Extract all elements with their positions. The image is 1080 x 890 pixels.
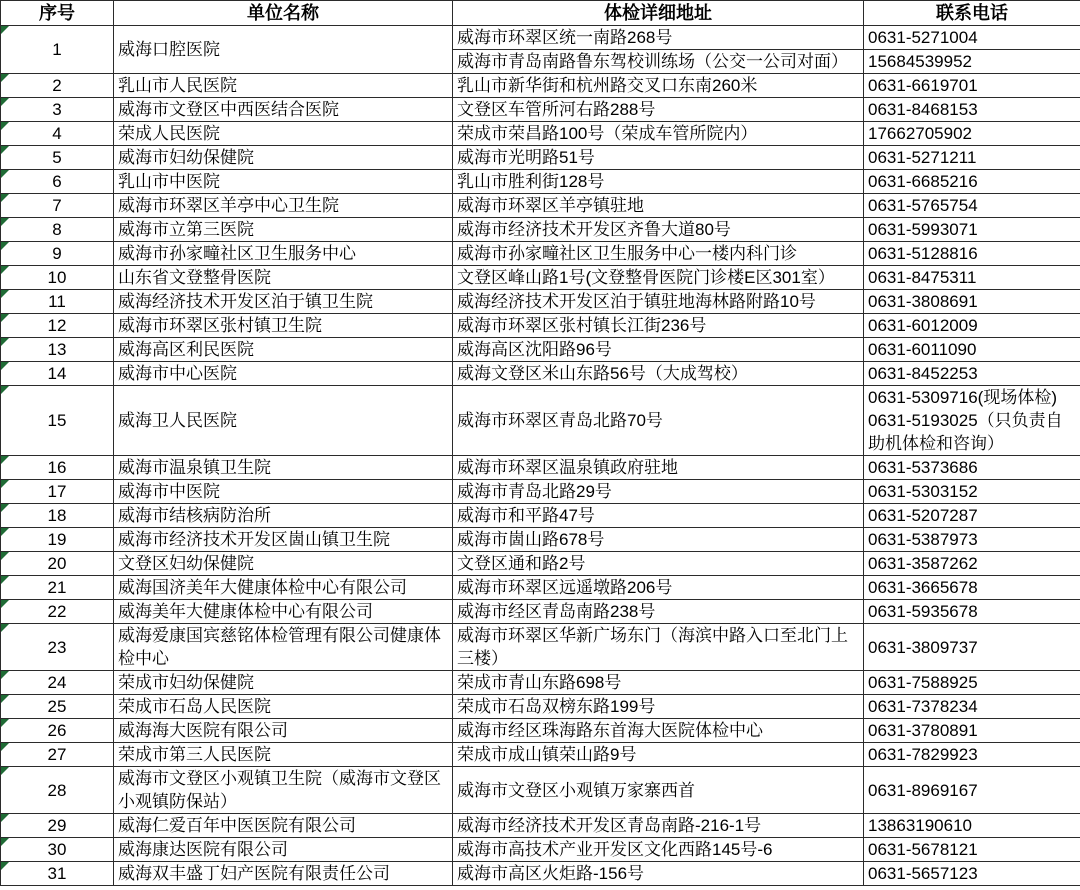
cell-phone (864, 338, 1080, 362)
cell-address: 荣成市成山镇荣山路9号 (453, 743, 864, 767)
cell-unit-name: 威海市环翠区羊亭中心卫生院 (114, 194, 453, 218)
cell-phone (864, 480, 1080, 504)
cell-address: 威海市环翠区统一南路268号 (453, 26, 864, 50)
cell-seq: 9 (1, 242, 114, 266)
phone-line: 0631-5309716(现场体检) (868, 388, 1057, 407)
cell-phone (864, 266, 1080, 290)
cell-seq: 24 (1, 671, 114, 695)
cell-address: 威海市文登区小观镇万家寨西首 (453, 767, 864, 814)
table-row (1, 743, 1080, 767)
cell-unit-name: 威海海大医院有限公司 (114, 719, 453, 743)
cell-seq: 29 (1, 814, 114, 838)
table-row (1, 266, 1080, 290)
phone-line: 0631-5993071 (868, 220, 978, 239)
table-row (1, 242, 1080, 266)
cell-address: 荣成市荣昌路100号（荣成车管所院内） (453, 122, 864, 146)
cell-phone (864, 98, 1080, 122)
cell-seq: 20 (1, 552, 114, 576)
cell-phone (864, 386, 1080, 456)
cell-phone (864, 50, 1080, 74)
phone-line: 0631-6012009 (868, 316, 978, 335)
table-row (1, 600, 1080, 624)
cell-address: 威海市环翠区华新广场东门（海滨中路入口至北门上三楼） (453, 624, 864, 671)
phone-line: 0631-5678121 (868, 840, 978, 859)
cell-phone (864, 528, 1080, 552)
table-row (1, 290, 1080, 314)
cell-address: 文登区通和路2号 (453, 552, 864, 576)
cell-unit-name: 威海国济美年大健康体检中心有限公司 (114, 576, 453, 600)
phone-line: 0631-5128816 (868, 244, 978, 263)
cell-address: 威海文登区米山东路56号（大成驾校） (453, 362, 864, 386)
cell-seq: 19 (1, 528, 114, 552)
cell-phone (864, 456, 1080, 480)
cell-address: 威海市经区珠海路东首海大医院体检中心 (453, 719, 864, 743)
cell-seq: 8 (1, 218, 114, 242)
table-row (1, 767, 1080, 814)
cell-unit-name: 威海爱康国宾慈铭体检管理有限公司健康体检中心 (114, 624, 453, 671)
cell-phone (864, 146, 1080, 170)
cell-unit-name: 荣成市妇幼保健院 (114, 671, 453, 695)
table-header (1, 1, 1080, 26)
cell-seq: 15 (1, 386, 114, 456)
table-row (1, 170, 1080, 194)
cell-unit-name: 乳山市人民医院 (114, 74, 453, 98)
table-row (1, 862, 1080, 886)
table-row (1, 218, 1080, 242)
col-header-seq: 序号 (1, 1, 114, 26)
phone-line: 13863190610 (868, 816, 973, 835)
cell-seq: 17 (1, 480, 114, 504)
col-header-unit-name: 单位名称 (114, 1, 453, 26)
cell-phone (864, 600, 1080, 624)
cell-phone (864, 218, 1080, 242)
table-row (1, 671, 1080, 695)
cell-phone (864, 814, 1080, 838)
cell-seq: 23 (1, 624, 114, 671)
phone-line: 0631-5387973 (868, 530, 978, 549)
cell-address: 威海市青岛南路鲁东驾校训练场（公交一公司对面） (453, 50, 864, 74)
table-row (1, 624, 1080, 671)
cell-phone (864, 170, 1080, 194)
cell-phone (864, 194, 1080, 218)
cell-unit-name: 威海市中心医院 (114, 362, 453, 386)
phone-line: 0631-6011090 (868, 340, 977, 359)
cell-unit-name: 山东省文登整骨医院 (114, 266, 453, 290)
cell-seq: 22 (1, 600, 114, 624)
cell-address: 文登区峰山路1号(文登整骨医院门诊楼E区301室） (453, 266, 864, 290)
cell-phone (864, 576, 1080, 600)
cell-address: 威海市高区火炬路-156号 (453, 862, 864, 886)
phone-line: 0631-5303152 (868, 482, 978, 501)
table-body (1, 26, 1080, 886)
phone-line: 0631-7588925 (868, 673, 978, 692)
phone-line: 0631-7829923 (868, 745, 978, 764)
table-row (1, 146, 1080, 170)
phone-line: 0631-5271211 (868, 148, 977, 167)
cell-seq: 6 (1, 170, 114, 194)
header-row (1, 1, 1080, 26)
table-row (1, 814, 1080, 838)
cell-address: 威海市环翠区温泉镇政府驻地 (453, 456, 864, 480)
cell-seq: 1 (1, 26, 114, 74)
cell-phone (864, 838, 1080, 862)
cell-seq: 27 (1, 743, 114, 767)
table-row (1, 504, 1080, 528)
cell-seq: 2 (1, 74, 114, 98)
phone-line: 0631-3780891 (868, 721, 978, 740)
cell-unit-name: 威海市经济技术开发区崮山镇卫生院 (114, 528, 453, 552)
cell-unit-name: 乳山市中医院 (114, 170, 453, 194)
cell-phone (864, 862, 1080, 886)
cell-phone (864, 242, 1080, 266)
table-row (1, 838, 1080, 862)
cell-unit-name: 威海市文登区小观镇卫生院（威海市文登区小观镇防保站） (114, 767, 453, 814)
phone-line: 0631-5657123 (868, 864, 978, 883)
phone-line: 0631-5271004 (868, 28, 978, 47)
cell-phone (864, 695, 1080, 719)
phone-line: 0631-5765754 (868, 196, 978, 215)
cell-unit-name: 威海市环翠区张村镇卫生院 (114, 314, 453, 338)
cell-address: 荣成市青山东路698号 (453, 671, 864, 695)
cell-address: 威海市崮山路678号 (453, 528, 864, 552)
cell-address: 文登区车管所河右路288号 (453, 98, 864, 122)
cell-address: 威海市经济技术开发区青岛南路-216-1号 (453, 814, 864, 838)
cell-address: 威海市环翠区青岛北路70号 (453, 386, 864, 456)
phone-line: 0631-8475311 (868, 268, 977, 287)
cell-address: 威海市环翠区张村镇长江街236号 (453, 314, 864, 338)
phone-line: 0631-5207287 (868, 506, 978, 525)
cell-seq: 11 (1, 290, 114, 314)
cell-seq: 12 (1, 314, 114, 338)
table-row (1, 194, 1080, 218)
table-row (1, 122, 1080, 146)
cell-seq: 16 (1, 456, 114, 480)
phone-line: 0631-3665678 (868, 578, 978, 597)
cell-unit-name: 威海市孙家疃社区卫生服务中心 (114, 242, 453, 266)
phone-line: 0631-8452253 (868, 364, 978, 383)
cell-seq: 5 (1, 146, 114, 170)
cell-phone (864, 314, 1080, 338)
cell-phone (864, 26, 1080, 50)
cell-phone (864, 719, 1080, 743)
cell-unit-name: 威海口腔医院 (114, 26, 453, 74)
cell-phone (864, 743, 1080, 767)
phone-line: 0631-8969167 (868, 780, 978, 800)
cell-address: 威海市环翠区远遥墩路206号 (453, 576, 864, 600)
cell-address: 威海市环翠区羊亭镇驻地 (453, 194, 864, 218)
table-row (1, 456, 1080, 480)
phone-line: 0631-7378234 (868, 697, 978, 716)
phone-line: 0631-5935678 (868, 602, 978, 621)
cell-seq: 28 (1, 767, 114, 814)
cell-address: 威海市经济技术开发区齐鲁大道80号 (453, 218, 864, 242)
cell-seq: 18 (1, 504, 114, 528)
col-header-phone: 联系电话 (864, 1, 1080, 26)
cell-seq: 31 (1, 862, 114, 886)
cell-unit-name: 威海仁爱百年中医医院有限公司 (114, 814, 453, 838)
cell-unit-name: 威海市妇幼保健院 (114, 146, 453, 170)
cell-address: 威海市经区青岛南路238号 (453, 600, 864, 624)
cell-phone (864, 74, 1080, 98)
cell-unit-name: 文登区妇幼保健院 (114, 552, 453, 576)
cell-address: 威海市青岛北路29号 (453, 480, 864, 504)
cell-seq: 7 (1, 194, 114, 218)
cell-seq: 4 (1, 122, 114, 146)
cell-unit-name: 威海康达医院有限公司 (114, 838, 453, 862)
cell-address: 乳山市新华街和杭州路交叉口东南260米 (453, 74, 864, 98)
phone-line: 0631-3809737 (868, 637, 978, 657)
phone-line: 0631-6619701 (868, 76, 978, 95)
phone-line: 15684539952 (868, 52, 973, 71)
cell-seq: 30 (1, 838, 114, 862)
phone-line: 0631-3808691 (868, 292, 978, 311)
cell-unit-name: 威海卫人民医院 (114, 386, 453, 456)
cell-unit-name: 荣成市石岛人民医院 (114, 695, 453, 719)
phone-line: 0631-5193025（只负责自助机体检和咨询） (868, 411, 1063, 453)
table-row (1, 528, 1080, 552)
phone-line: 0631-8468153 (868, 100, 978, 119)
col-header-address: 体检详细地址 (453, 1, 864, 26)
cell-unit-name: 威海高区利民医院 (114, 338, 453, 362)
cell-seq: 13 (1, 338, 114, 362)
table-row (1, 719, 1080, 743)
table-row (1, 314, 1080, 338)
cell-phone (864, 122, 1080, 146)
cell-unit-name: 威海经济技术开发区泊于镇卫生院 (114, 290, 453, 314)
cell-phone (864, 504, 1080, 528)
cell-phone (864, 552, 1080, 576)
cell-address: 荣成市石岛双榜东路199号 (453, 695, 864, 719)
cell-seq: 21 (1, 576, 114, 600)
phone-line: 17662705902 (868, 124, 973, 143)
phone-line: 0631-5373686 (868, 458, 978, 477)
table-row (1, 98, 1080, 122)
cell-seq: 3 (1, 98, 114, 122)
cell-unit-name: 荣成人民医院 (114, 122, 453, 146)
cell-phone (864, 362, 1080, 386)
cell-phone (864, 290, 1080, 314)
cell-seq: 14 (1, 362, 114, 386)
cell-seq: 26 (1, 719, 114, 743)
table-row (1, 576, 1080, 600)
phone-line: 0631-3587262 (868, 554, 978, 573)
table-row (1, 338, 1080, 362)
cell-phone (864, 624, 1080, 671)
table-row (1, 74, 1080, 98)
cell-unit-name: 威海市中医院 (114, 480, 453, 504)
table-row (1, 552, 1080, 576)
cell-address: 乳山市胜利街128号 (453, 170, 864, 194)
cell-seq: 10 (1, 266, 114, 290)
cell-unit-name: 威海市温泉镇卫生院 (114, 456, 453, 480)
cell-phone (864, 767, 1080, 814)
cell-unit-name: 威海市文登区中西医结合医院 (114, 98, 453, 122)
table-row (1, 26, 1080, 50)
cell-address: 威海市孙家疃社区卫生服务中心一楼内科门诊 (453, 242, 864, 266)
cell-address: 威海高区沈阳路96号 (453, 338, 864, 362)
cell-unit-name: 威海市立第三医院 (114, 218, 453, 242)
table-row (1, 695, 1080, 719)
phone-line: 0631-6685216 (868, 172, 978, 191)
cell-address: 威海市高技术产业开发区文化西路145号-6 (453, 838, 864, 862)
cell-address: 威海市光明路51号 (453, 146, 864, 170)
table-row (1, 480, 1080, 504)
table-row (1, 386, 1080, 456)
cell-address: 威海经济技术开发区泊于镇驻地海林路附路10号 (453, 290, 864, 314)
cell-unit-name: 荣成市第三人民医院 (114, 743, 453, 767)
cell-address: 威海市和平路47号 (453, 504, 864, 528)
cell-seq: 25 (1, 695, 114, 719)
cell-unit-name: 威海双丰盛丁妇产医院有限责任公司 (114, 862, 453, 886)
table-row (1, 362, 1080, 386)
cell-unit-name: 威海美年大健康体检中心有限公司 (114, 600, 453, 624)
cell-unit-name: 威海市结核病防治所 (114, 504, 453, 528)
cell-phone (864, 671, 1080, 695)
